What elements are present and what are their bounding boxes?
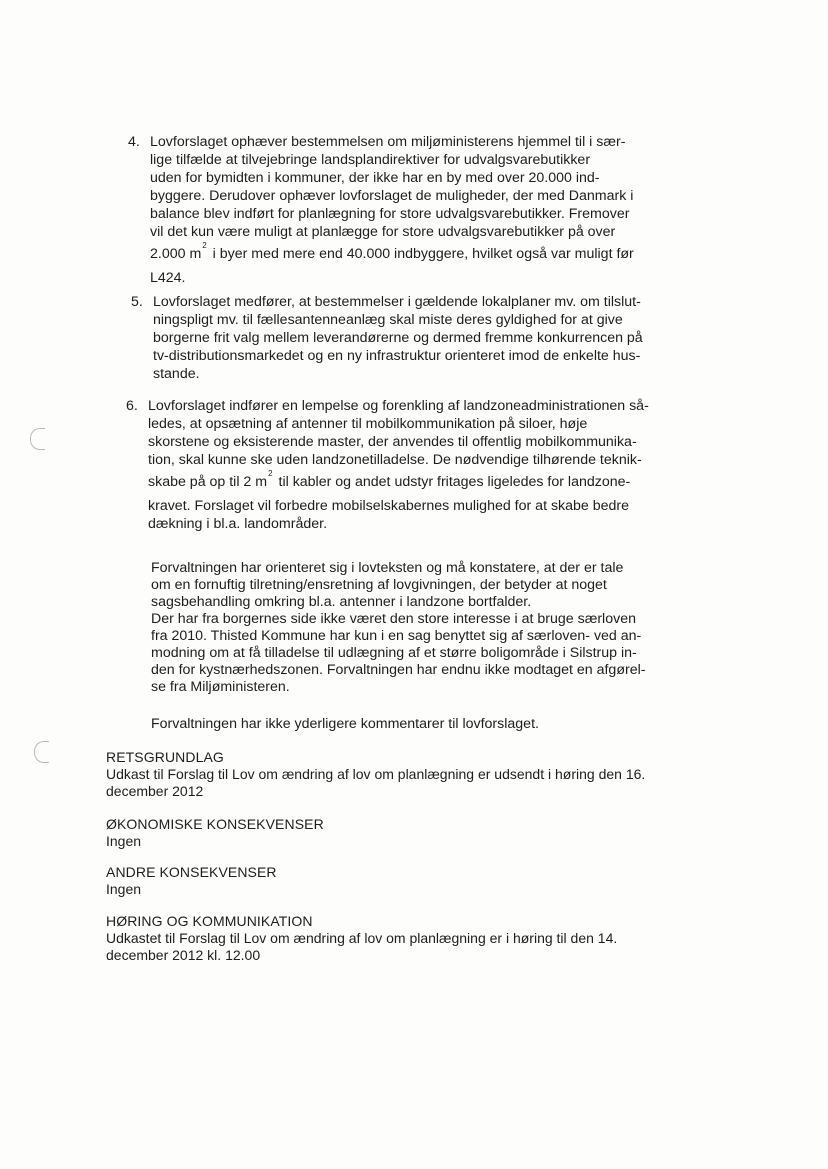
section-heading: ØKONOMISKE KONSEKVENSER bbox=[106, 816, 324, 832]
section-heading: RETSGRUNDLAG bbox=[106, 749, 224, 765]
text-line: modning om at få tilladelse til udlægning af et større boligområde i Silstrup in- bbox=[151, 645, 637, 661]
text-line: vil det kun være muligt at planlægge for store udvalgsvarebutikker på over bbox=[150, 224, 616, 240]
punch-hole-mark bbox=[30, 428, 45, 450]
list-item-number: 5. bbox=[131, 294, 143, 310]
text-line: Lovforslaget indfører en lempelse og forenkling af landzoneadministrationen så- bbox=[148, 398, 649, 414]
text-line: sagsbehandling omkring bl.a. antenner i landzone bortfalder. bbox=[151, 594, 532, 610]
text-line: se fra Miljøministeren. bbox=[151, 679, 290, 695]
text-line bbox=[148, 469, 738, 497]
closing-comment: Forvaltningen har ikke yderligere kommentarer til lovforslaget. bbox=[151, 716, 539, 732]
text-line: Udkastet til Forslag til Lov om ændring af lov om planlægning er i høring til den 14. bbox=[106, 930, 618, 946]
superscript: 2 bbox=[268, 469, 273, 478]
text-line: om en fornuftig tilretning/ensretning af lovgivningen, der betyder at noget bbox=[151, 577, 607, 593]
punch-hole-mark bbox=[34, 741, 49, 763]
text-line: stande. bbox=[153, 366, 200, 382]
text-fragment: 2.000 m bbox=[150, 246, 202, 262]
text-fragment: i byer med mere end 40.000 indbyggere, hvilket også var muligt før bbox=[212, 246, 634, 262]
section-heading: ANDRE KONSEKVENSER bbox=[106, 864, 277, 880]
list-item bbox=[128, 133, 738, 287]
text-line: balance blev indført for planlægning for store udvalgsvarebutikker. Fremover bbox=[150, 206, 630, 222]
text-line: tv-distributionsmarkedet og en ny infrastruktur orienteret imod de enkelte hus- bbox=[153, 348, 641, 364]
text-line: borgerne frit valg mellem leverandørerne og dermed fremme konkurrencen på bbox=[153, 330, 643, 346]
text-line: Lovforslaget ophæver bestemmelsen om miljøministerens hjemmel til i sær- bbox=[150, 134, 626, 150]
text-line: ledes, at opsætning af antenner til mobilkommunikation på siloer, høje bbox=[148, 416, 588, 432]
list-item bbox=[131, 293, 738, 383]
text-line: tion, skal kunne ske uden landzonetilladelse. De nødvendige tilhørende teknik- bbox=[148, 452, 642, 468]
text-fragment: skabe på op til 2 m bbox=[148, 474, 268, 490]
section-economic-consequences bbox=[106, 816, 716, 850]
text-line: skorstene og eksisterende master, der anvendes til offentlig mobilkommunika- bbox=[148, 434, 637, 450]
section-consultation bbox=[106, 913, 716, 964]
superscript: 2 bbox=[202, 241, 207, 250]
list-item-number: 6. bbox=[126, 398, 138, 414]
text-line bbox=[150, 241, 738, 269]
text-line: lige tilfælde at tilvejebringe landsplandirektiver for udvalgsvarebutikker bbox=[150, 152, 591, 168]
section-heading: HØRING OG KOMMUNIKATION bbox=[106, 913, 313, 929]
list-item-number: 4. bbox=[128, 134, 140, 150]
text-line: byggere. Derudover ophæver lovforslaget de muligheder, der med Danmark i bbox=[150, 188, 634, 204]
text-line: kravet. Forslaget vil forbedre mobilselskabernes mulighed for at skabe bedre bbox=[148, 498, 630, 514]
text-line: L424. bbox=[150, 270, 186, 286]
text-fragment: til kabler og andet udstyr fritages ligeledes for landzone- bbox=[278, 474, 631, 490]
administration-comment-paragraph bbox=[151, 560, 716, 696]
text-line: ningspligt mv. til fællesantenneanlæg skal miste deres gyldighed for at give bbox=[153, 312, 623, 328]
text-line: fra 2010. Thisted Kommune har kun i en sag benyttet sig af særloven- ved an- bbox=[151, 628, 642, 644]
section-other-consequences bbox=[106, 864, 716, 898]
section-legal-basis bbox=[106, 749, 716, 800]
list-item bbox=[126, 397, 738, 533]
text-line: Udkast til Forslag til Lov om ændring af lov om planlægning er udsendt i høring den 16. bbox=[106, 766, 646, 782]
text-line: uden for bymidten i kommuner, der ikke har en by med over 20.000 ind- bbox=[150, 170, 600, 186]
text-line: dækning i bl.a. landområder. bbox=[148, 516, 328, 532]
text-line: den for kystnærhedszonen. Forvaltningen har endnu ikke modtaget en afgørel- bbox=[151, 662, 646, 678]
text-line: december 2012 kl. 12.00 bbox=[106, 947, 261, 963]
text-line: Forvaltningen har orienteret sig i lovteksten og må konstatere, at der er tale bbox=[151, 560, 624, 576]
text-line: Lovforslaget medfører, at bestemmelser i gældende lokalplaner mv. om tilslut- bbox=[153, 294, 641, 310]
text-line: Ingen bbox=[106, 833, 142, 849]
text-line: Ingen bbox=[106, 881, 142, 897]
text-line: Der har fra borgernes side ikke været den store interesse i at bruge særloven bbox=[151, 611, 636, 627]
text-line: december 2012 bbox=[106, 783, 204, 799]
